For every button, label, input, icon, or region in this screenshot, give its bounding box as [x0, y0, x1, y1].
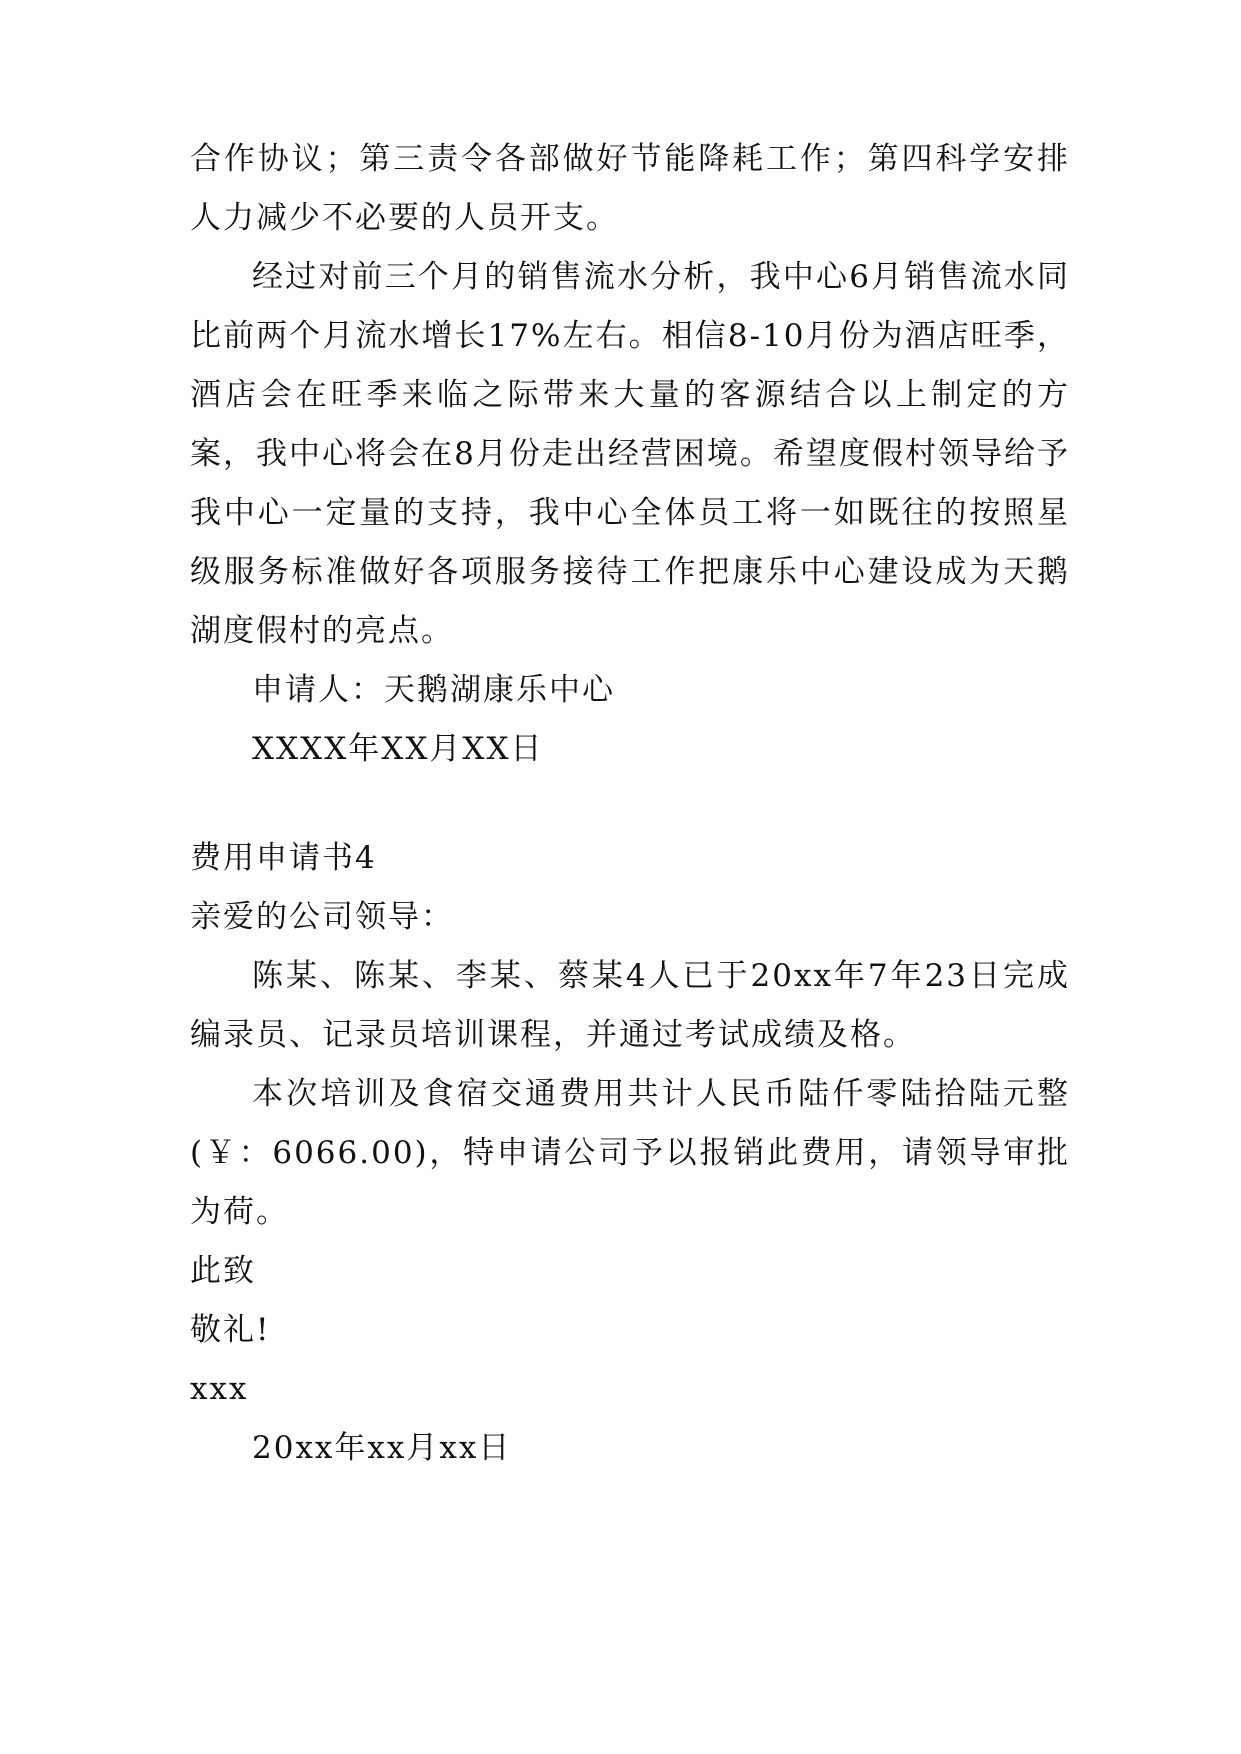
paragraph-sales-analysis: 经过对前三个月的销售流水分析，我中心6月销售流水同比前两个月流水增长17%左右。相信8-10月份为酒店旺季，酒店会在旺季来临之际带来大量的客源结合以上制定的方案，我中心将会在8月份走出经营困境。希望度假村领导给予我中心一定量的支持，我中心全体员工将一如既往的按照星级服务标准做好各项服务接待工作把康乐中心建设成为天鹅湖度假村的亮点。	[190, 259, 1070, 649]
closing-line-1: 此致	[190, 1253, 256, 1289]
document-body	[190, 130, 1070, 1478]
section-gap	[190, 779, 1070, 829]
paragraph-training-completion: 陈某、陈某、李某、蔡某4人已于20xx年7年23日完成编录员、记录员培训课程，并通过考试成绩及格。	[190, 958, 1070, 1053]
section-title: 费用申请书4	[190, 840, 377, 876]
signature-date: 20xx年xx月xx日	[252, 1430, 512, 1466]
closing-line-2: 敬礼!	[190, 1312, 271, 1348]
paragraph-continuation: 合作协议；第三责令各部做好节能降耗工作；第四科学安排人力减少不必要的人员开支。	[190, 141, 1070, 236]
signature: xxx	[190, 1371, 249, 1407]
applicant-line: 申请人：天鹅湖康乐中心	[252, 672, 615, 708]
salutation: 亲爱的公司领导：	[190, 899, 454, 935]
paragraph-expense-request: 本次培训及食宿交通费用共计人民币陆仟零陆拾陆元整(￥：6066.00)，特申请公司予以报销此费用，请领导审批为荷。	[190, 1076, 1070, 1230]
date-line: XXXX年XX月XX日	[252, 731, 544, 767]
